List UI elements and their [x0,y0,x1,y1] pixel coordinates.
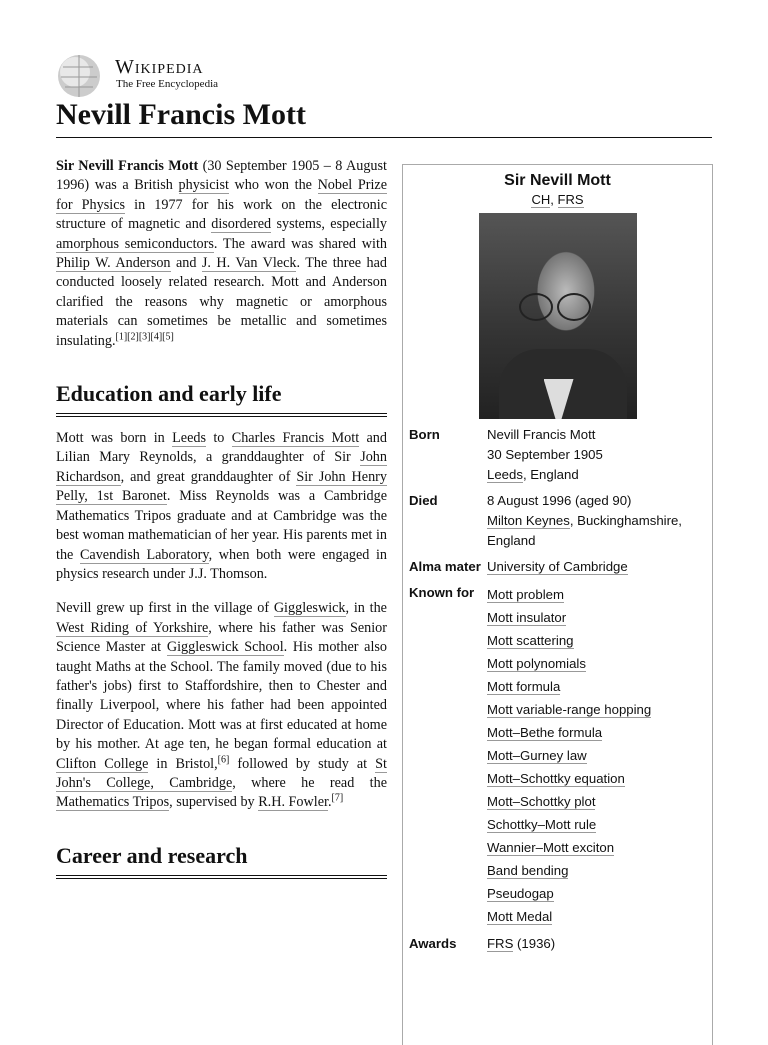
text-run: , in the [345,600,387,617]
bold-text: Sir Nevill Francis Mott [56,158,199,174]
article-link[interactable]: Mathematics Tripos [56,794,170,811]
text-run: and Lilian Mary Reynolds, a granddaughter of Sir [56,430,387,466]
known-for-link[interactable]: Mott formula [487,679,561,694]
page-title: Nevill Francis Mott [56,96,712,138]
text-run: . The award was shared with [213,235,387,252]
born-date: 30 September 1905 [487,447,603,462]
died-place-rest: , Buckinghamshire, England [487,513,682,548]
article-link[interactable]: disordered [211,216,272,233]
text-run: followed by study at [229,755,376,772]
row-died [409,489,705,555]
born-place-rest: , England [522,467,579,482]
ch-link[interactable]: CH [531,192,551,207]
text-run: , where he read the [232,774,387,791]
post-nominals [403,192,712,207]
text-run: . Miss Reynolds was a Cambridge Mathematics Tripos graduate and at Cambridge was the best woman mathematician of her year. His parents met in the [56,488,387,563]
born-name: Nevill Francis Mott [487,427,596,442]
article-link[interactable]: Cavendish Laboratory [79,546,209,563]
died-label: Died [409,493,438,508]
known-for-link[interactable]: Mott insulator [487,610,567,625]
article-link[interactable]: amorphous semiconductors [56,235,214,252]
article-link[interactable]: R.H. Fowler [258,794,328,811]
article-link[interactable]: Giggleswick [273,600,346,617]
text-run: in Bristol, [148,755,218,772]
article-link[interactable]: Clifton College [56,755,149,772]
infobox-title: Sir Nevill Mott [504,172,611,189]
wikipedia-wordmark: Wikipedia [115,56,204,78]
citation-ref[interactable]: [7] [331,792,344,804]
text-run: and [170,255,202,272]
text-run: . [327,794,332,811]
known-for-link[interactable]: Mott problem [487,587,564,602]
article-link[interactable]: Nobel Prize for Physics [56,177,387,213]
known-for-link[interactable]: Mott–Schottky plot [487,794,596,809]
article-link[interactable]: West Riding of Yorkshire [56,619,209,636]
text-run: , where his father was Senior Science Master at [56,619,387,656]
known-for-label: Known for [409,585,475,600]
text-run: systems, especially [271,216,387,233]
known-for-link[interactable]: Mott–Schottky equation [487,771,625,786]
text-run: in 1977 for his work on the electronic structure of magnetic and [56,196,387,233]
article-link[interactable]: Sir John Henry Pelly, 1st Baronet [56,468,387,505]
known-for-link[interactable]: Mott–Bethe formula [487,725,603,740]
milton-keynes-link[interactable]: Milton Keynes [487,513,570,528]
frs-award-link[interactable]: FRS [487,936,514,951]
citation-ref[interactable]: [1][2][3][4][5] [115,330,174,342]
text-run: to [206,430,232,447]
text-run: Nevill grew up first in the village of [56,600,274,617]
known-for-link[interactable]: Schottky–Mott rule [487,817,597,832]
text-run: , when both were engaged in physics research under J.J. Thomson. [56,546,388,582]
article-link[interactable]: John Richardson [56,449,387,485]
section-heading-career: Career and research [56,843,387,879]
row-known-for [409,581,705,932]
article-link[interactable]: Giggleswick School [166,639,284,656]
article-link[interactable]: Charles Francis Mott [231,430,360,447]
known-for-link[interactable]: Mott Medal [487,909,553,924]
row-alma-mater [409,555,705,581]
text-run: . His mother also taught Maths at the School. The family moved (due to his father's jobs) first to Staffordshire, then to Chester and finally Liverpool, where his father had been appointed Director of Education. Mott was at first educated at home by his mother. At age ten, he began formal education at [56,639,388,753]
education-paragraph-2 [56,599,387,812]
leeds-link[interactable]: Leeds [487,467,523,482]
infobox [402,164,713,1045]
row-awards [409,932,705,958]
article-body [56,157,387,891]
text-run: Mott was born in [56,430,173,447]
known-for-link[interactable]: Mott scattering [487,633,574,648]
text-run: , supervised by [169,794,259,811]
known-for-list [487,581,705,932]
award-year: (1936) [513,936,556,951]
row-born [409,423,705,489]
article-link[interactable]: Philip W. Anderson [56,255,171,272]
article-link[interactable]: Leeds [172,430,206,447]
separator: , [550,192,558,207]
text-run: . The three had conducted loosely related research. Mott and Anderson clarified the reasons why magnetic or amorphous materials can sometimes be metallic and sometimes insulating. [56,255,387,349]
wikipedia-tagline: The Free Encyclopedia [116,78,219,90]
known-for-link[interactable]: Mott–Gurney law [487,748,587,763]
portrait-photo[interactable] [479,213,637,419]
citation-ref[interactable]: [6] [217,753,230,765]
infobox-table [409,423,705,958]
frs-link[interactable]: FRS [557,192,584,207]
text-run: (30 September 1905 – 8 August 1996) was a British [56,158,387,194]
text-run: , and great granddaughter of [120,468,297,485]
wikipedia-globe-logo [55,53,105,99]
died-date: 8 August 1996 (aged 90) [487,493,632,508]
intro-paragraph [56,157,387,351]
known-for-link[interactable]: Pseudogap [487,886,554,901]
article-link[interactable]: physicist [178,177,229,194]
section-heading-education: Education and early life [56,381,387,417]
education-paragraph-1 [56,429,387,584]
article-link[interactable]: J. H. Van Vleck [201,255,297,272]
known-for-link[interactable]: Mott variable-range hopping [487,702,652,717]
alma-label: Alma mater [409,559,481,574]
known-for-link[interactable]: Mott polynomials [487,656,586,671]
known-for-link[interactable]: Band bending [487,863,569,878]
known-for-link[interactable]: Wannier–Mott exciton [487,840,615,855]
cambridge-link[interactable]: University of Cambridge [487,559,628,574]
awards-label: Awards [409,936,457,951]
text-run: who won the [228,177,318,194]
born-label: Born [409,427,440,442]
article-link[interactable]: St John's College, Cambridge [56,755,387,791]
